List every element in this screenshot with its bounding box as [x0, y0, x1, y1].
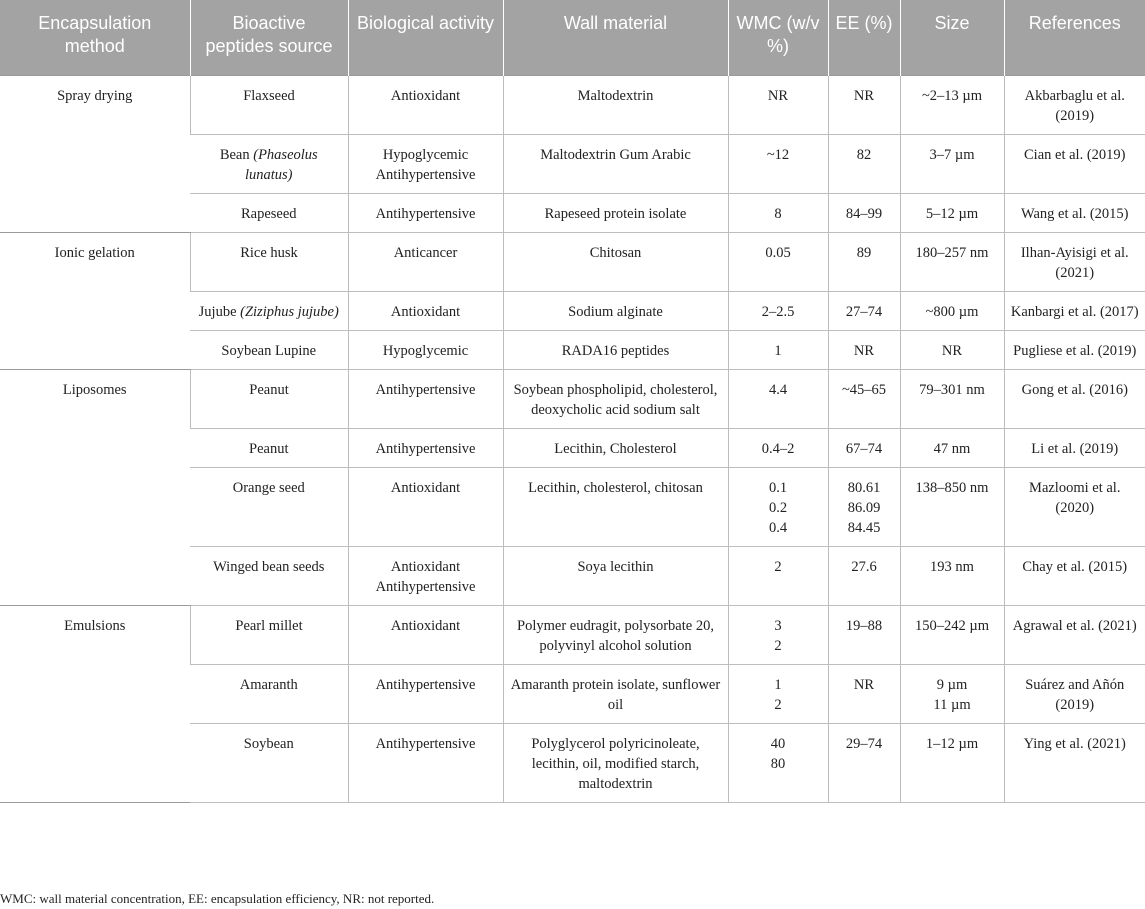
cell-biological-activity-line: Antioxidant: [390, 479, 461, 496]
cell-wmc: [728, 664, 828, 723]
cell-peptide-source: [190, 664, 348, 723]
cell-wmc: [728, 428, 828, 467]
table-body: [0, 75, 1145, 802]
cell-ee-line: 29–74: [845, 735, 883, 752]
source-common-name: Flaxseed: [243, 87, 295, 104]
cell-wmc-line: 0.1: [768, 479, 788, 496]
cell-encapsulation-method: Ionic gelation: [0, 232, 190, 369]
cell-wmc-line: 2: [774, 637, 782, 654]
cell-reference: Kanbargi et al. (2017): [1004, 291, 1145, 330]
cell-reference: Li et al. (2019): [1004, 428, 1145, 467]
cell-biological-activity: [348, 291, 503, 330]
cell-biological-activity-line: Hypoglycemic: [382, 146, 469, 163]
cell-size-line: 5–12 µm: [925, 205, 979, 222]
cell-wall-material: Maltodextrin: [503, 75, 728, 134]
table-row: [0, 75, 1145, 134]
cell-size: [900, 467, 1004, 546]
cell-wmc-line: 0.2: [768, 499, 788, 516]
cell-wall-material: Sodium alginate: [503, 291, 728, 330]
cell-biological-activity-line: Antioxidant: [390, 303, 461, 320]
cell-biological-activity-line: Antihypertensive: [375, 440, 476, 457]
cell-wmc: [728, 134, 828, 193]
cell-size-line: 138–850 nm: [915, 479, 989, 496]
cell-reference: Ying et al. (2021): [1004, 723, 1145, 802]
source-common-name: Bean: [219, 146, 250, 163]
cell-biological-activity: [348, 369, 503, 428]
cell-biological-activity: [348, 75, 503, 134]
source-common-name: Orange seed: [232, 479, 305, 496]
cell-ee-line: ~45–65: [841, 381, 887, 398]
cell-biological-activity-line: Anticancer: [393, 244, 458, 261]
cell-encapsulation-method: Emulsions: [0, 605, 190, 802]
cell-ee-line: 89: [856, 244, 872, 261]
cell-wall-material: Lecithin, Cholesterol: [503, 428, 728, 467]
cell-wmc-line: 2: [774, 696, 782, 713]
cell-peptide-source: [190, 369, 348, 428]
cell-size: [900, 723, 1004, 802]
cell-ee-line: 84.45: [847, 519, 881, 536]
cell-biological-activity: [348, 605, 503, 664]
cell-ee: [828, 134, 900, 193]
cell-peptide-source: [190, 232, 348, 291]
cell-peptide-source: [190, 75, 348, 134]
source-common-name: Rapeseed: [240, 205, 297, 222]
cell-ee-line: 27–74: [845, 303, 883, 320]
cell-ee-line: 84–99: [845, 205, 883, 222]
cell-size-line: 193 nm: [930, 558, 974, 575]
cell-biological-activity-line: Antihypertensive: [375, 381, 476, 398]
cell-biological-activity-line: Antihypertensive: [375, 205, 476, 222]
cell-biological-activity-line: Hypoglycemic: [382, 342, 469, 359]
cell-peptide-source: [190, 193, 348, 232]
cell-wall-material: Maltodextrin Gum Arabic: [503, 134, 728, 193]
cell-biological-activity: [348, 428, 503, 467]
cell-ee-line: 27.6: [851, 558, 877, 575]
table-row: [0, 605, 1145, 664]
cell-wmc-line: NR: [767, 87, 789, 104]
cell-reference: Gong et al. (2016): [1004, 369, 1145, 428]
cell-size-line: 47 nm: [933, 440, 971, 457]
cell-size-line: 79–301 nm: [919, 381, 985, 398]
cell-reference: Wang et al. (2015): [1004, 193, 1145, 232]
cell-wmc-line: 0.4: [768, 519, 788, 536]
source-common-name: Winged bean seeds: [213, 558, 325, 575]
cell-size: [900, 546, 1004, 605]
cell-biological-activity: [348, 193, 503, 232]
cell-size: [900, 134, 1004, 193]
cell-wall-material: Polymer eudragit, polysorbate 20, polyvinyl alcohol solution: [503, 605, 728, 664]
cell-size-line: ~2–13 µm: [921, 87, 983, 104]
cell-biological-activity: [348, 664, 503, 723]
cell-ee-line: 67–74: [845, 440, 883, 457]
cell-wmc-line: 8: [774, 205, 782, 222]
cell-ee: [828, 291, 900, 330]
cell-ee-line: 80.61: [847, 479, 881, 496]
cell-size: [900, 428, 1004, 467]
cell-wmc-line: 40: [770, 735, 786, 752]
cell-wmc-line: 80: [770, 755, 786, 772]
cell-size-line: 9 µm: [936, 676, 968, 693]
cell-ee-line: NR: [853, 676, 875, 693]
cell-size: [900, 605, 1004, 664]
cell-size: [900, 193, 1004, 232]
cell-biological-activity-line: Antihypertensive: [375, 166, 476, 183]
header-size: Size: [900, 0, 1004, 75]
cell-wmc: [728, 330, 828, 369]
cell-ee: [828, 546, 900, 605]
cell-reference: Chay et al. (2015): [1004, 546, 1145, 605]
cell-wmc: [728, 75, 828, 134]
cell-biological-activity: [348, 723, 503, 802]
cell-reference: Pugliese et al. (2019): [1004, 330, 1145, 369]
cell-wmc-line: 2: [774, 558, 782, 575]
cell-size-line: 3–7 µm: [929, 146, 975, 163]
source-common-name: Peanut: [249, 440, 289, 457]
cell-peptide-source: [190, 428, 348, 467]
source-common-name: Rice husk: [240, 244, 298, 261]
cell-wall-material: Amaranth protein isolate, sunflower oil: [503, 664, 728, 723]
header-ee: EE (%): [828, 0, 900, 75]
cell-wmc-line: 4.4: [768, 381, 788, 398]
cell-ee: [828, 428, 900, 467]
cell-wmc: [728, 605, 828, 664]
cell-reference: Suárez and Añón (2019): [1004, 664, 1145, 723]
source-common-name: Amaranth: [239, 676, 298, 693]
cell-size-line: 11 µm: [933, 696, 971, 713]
cell-wmc: [728, 291, 828, 330]
source-common-name: Pearl millet: [235, 617, 303, 634]
cell-peptide-source: [190, 723, 348, 802]
source-scientific-name: (Ziziphus jujube): [240, 303, 339, 320]
cell-wall-material: RADA16 peptides: [503, 330, 728, 369]
cell-wmc: [728, 232, 828, 291]
cell-wmc-line: 3: [774, 617, 782, 634]
source-common-name: Soybean Lupine: [221, 342, 317, 359]
cell-size: [900, 75, 1004, 134]
cell-biological-activity-line: Antihypertensive: [375, 676, 476, 693]
header-method: Encapsulation method: [0, 0, 190, 75]
cell-biological-activity-line: Antioxidant: [390, 617, 461, 634]
cell-biological-activity: [348, 467, 503, 546]
cell-wmc: [728, 467, 828, 546]
cell-ee: [828, 664, 900, 723]
cell-biological-activity: [348, 134, 503, 193]
cell-peptide-source: [190, 134, 348, 193]
cell-biological-activity: [348, 330, 503, 369]
cell-size-line: 150–242 µm: [914, 617, 989, 634]
cell-biological-activity-line: Antihypertensive: [375, 735, 476, 752]
cell-size-line: NR: [941, 342, 963, 359]
table-footnote: WMC: wall material concentration, EE: encapsulation efficiency, NR: not reported.: [0, 891, 435, 906]
cell-ee-line: 19–88: [845, 617, 883, 634]
cell-ee: [828, 369, 900, 428]
cell-wmc: [728, 546, 828, 605]
cell-peptide-source: [190, 546, 348, 605]
cell-ee-line: 82: [856, 146, 872, 163]
source-scientific-name: (Phaseolus lunatus): [244, 146, 318, 183]
cell-encapsulation-method: Spray drying: [0, 75, 190, 232]
source-common-name: Peanut: [249, 381, 289, 398]
cell-size: [900, 664, 1004, 723]
cell-ee: [828, 232, 900, 291]
cell-wmc: [728, 193, 828, 232]
table-row: [0, 369, 1145, 428]
cell-size-line: ~800 µm: [925, 303, 979, 320]
cell-reference: Ilhan-Ayisigi et al. (2021): [1004, 232, 1145, 291]
cell-ee-line: NR: [853, 87, 875, 104]
source-common-name: Jujube: [198, 303, 237, 320]
header-row: [0, 0, 1145, 75]
header-activity: Biological activity: [348, 0, 503, 75]
cell-size-line: 1–12 µm: [925, 735, 979, 752]
cell-size: [900, 330, 1004, 369]
cell-wmc-line: ~12: [766, 146, 790, 163]
cell-biological-activity: [348, 546, 503, 605]
cell-peptide-source: [190, 605, 348, 664]
cell-wall-material: Lecithin, cholesterol, chitosan: [503, 467, 728, 546]
source-common-name: Soybean: [243, 735, 294, 752]
cell-wmc: [728, 723, 828, 802]
cell-ee: [828, 605, 900, 664]
header-wall-material: Wall material: [503, 0, 728, 75]
cell-wmc-line: 0.4–2: [761, 440, 795, 457]
cell-size: [900, 232, 1004, 291]
cell-wmc: [728, 369, 828, 428]
cell-biological-activity: [348, 232, 503, 291]
header-source: Bioactive peptides source: [190, 0, 348, 75]
cell-ee: [828, 467, 900, 546]
cell-wall-material: Rapeseed protein isolate: [503, 193, 728, 232]
cell-reference: Cian et al. (2019): [1004, 134, 1145, 193]
cell-wall-material: Polyglycerol polyricinoleate, lecithin, oil, modified starch, maltodextrin: [503, 723, 728, 802]
cell-wmc-line: 1: [774, 676, 782, 693]
header-wmc: WMC (w/v %): [728, 0, 828, 75]
cell-size-line: 180–257 nm: [915, 244, 989, 261]
cell-wmc-line: 2–2.5: [761, 303, 795, 320]
cell-reference: Mazloomi et al. (2020): [1004, 467, 1145, 546]
cell-ee-line: NR: [853, 342, 875, 359]
cell-wall-material: Soya lecithin: [503, 546, 728, 605]
cell-ee: [828, 75, 900, 134]
table-row: [0, 232, 1145, 291]
cell-peptide-source: [190, 467, 348, 546]
cell-ee: [828, 193, 900, 232]
cell-reference: Agrawal et al. (2021): [1004, 605, 1145, 664]
cell-ee: [828, 723, 900, 802]
cell-reference: Akbarbaglu et al. (2019): [1004, 75, 1145, 134]
cell-wall-material: Soybean phospholipid, cholesterol, deoxycholic acid sodium salt: [503, 369, 728, 428]
cell-size: [900, 291, 1004, 330]
cell-wmc-line: 1: [774, 342, 782, 359]
cell-ee-line: 86.09: [847, 499, 881, 516]
cell-peptide-source: [190, 291, 348, 330]
cell-encapsulation-method: Liposomes: [0, 369, 190, 605]
cell-peptide-source: [190, 330, 348, 369]
cell-size: [900, 369, 1004, 428]
cell-ee: [828, 330, 900, 369]
cell-wall-material: Chitosan: [503, 232, 728, 291]
cell-biological-activity-line: Antihypertensive: [375, 578, 476, 595]
cell-biological-activity-line: Antioxidant: [390, 87, 461, 104]
cell-wmc-line: 0.05: [765, 244, 791, 261]
cell-biological-activity-line: Antioxidant: [390, 558, 461, 575]
header-references: References: [1004, 0, 1145, 75]
